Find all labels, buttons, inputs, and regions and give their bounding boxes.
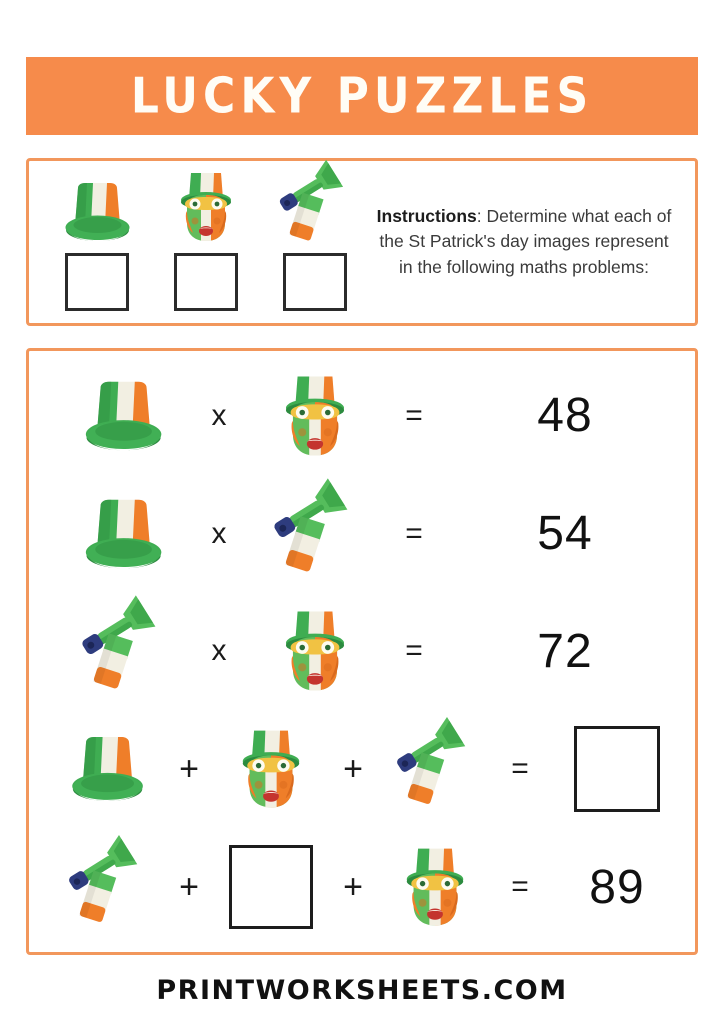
leprechaun-hat-icon xyxy=(59,480,187,588)
legend-item-hat xyxy=(51,173,143,311)
result-cell xyxy=(449,624,681,679)
leprechaun-face-icon xyxy=(175,173,237,245)
footer-site-name: PRINTWORKSHEETS.COM xyxy=(156,975,568,1006)
leprechaun-face-icon xyxy=(251,597,379,705)
operator-plus: + xyxy=(343,749,363,788)
instructions-separator: : xyxy=(476,205,487,226)
problem-row-1 xyxy=(29,360,695,472)
result-value: 89 xyxy=(589,860,645,914)
problems-box xyxy=(26,348,698,955)
equals-sign: = xyxy=(511,870,529,904)
instructions-box xyxy=(26,158,698,326)
party-horn-icon xyxy=(251,480,379,588)
problem-row-3 xyxy=(29,595,695,707)
answer-input-box[interactable] xyxy=(574,726,660,812)
legend-answer-box-horn[interactable] xyxy=(283,253,347,311)
party-horn-icon xyxy=(379,715,491,823)
equals-sign: = xyxy=(511,752,529,786)
problem-row-2 xyxy=(29,478,695,590)
result-value: 72 xyxy=(537,624,593,678)
equals-sign: = xyxy=(405,634,423,668)
operator-multiply: x xyxy=(211,634,227,668)
page-title: LUCKY PUZZLES xyxy=(130,67,594,125)
problem-row-4 xyxy=(29,713,695,825)
legend-item-leprechaun xyxy=(160,173,252,311)
operator-multiply: x xyxy=(211,398,227,432)
leprechaun-hat-icon xyxy=(51,715,163,823)
instructions-text xyxy=(369,204,695,280)
answer-input-box[interactable] xyxy=(229,845,313,929)
result-cell xyxy=(549,726,685,812)
party-horn-icon xyxy=(51,833,163,941)
equals-sign: = xyxy=(405,398,423,432)
leprechaun-face-icon xyxy=(251,362,379,470)
equals-sign: = xyxy=(405,516,423,550)
leprechaun-face-icon xyxy=(379,833,491,941)
legend-key xyxy=(29,161,369,323)
result-value: 54 xyxy=(537,507,593,561)
title-banner xyxy=(26,57,698,135)
operator-plus: + xyxy=(343,867,363,906)
instructions-label: Instructions xyxy=(376,205,477,226)
missing-term-box[interactable] xyxy=(215,833,327,941)
leprechaun-hat-icon xyxy=(58,173,136,245)
party-horn-icon xyxy=(59,597,187,705)
problem-row-5 xyxy=(29,831,695,943)
party-horn-icon xyxy=(276,173,354,245)
instructions-body: Determine what each of the St Patrick's day images represent in the following maths problems: xyxy=(379,205,672,277)
result-cell xyxy=(549,860,685,915)
operator-plus: + xyxy=(179,867,199,906)
result-cell xyxy=(449,506,681,561)
result-cell xyxy=(449,388,681,443)
leprechaun-face-icon xyxy=(215,715,327,823)
legend-answer-box-hat[interactable] xyxy=(65,253,129,311)
footer xyxy=(0,975,724,1006)
leprechaun-hat-icon xyxy=(59,362,187,470)
operator-multiply: x xyxy=(211,516,227,550)
legend-item-horn xyxy=(269,173,361,311)
legend-answer-box-leprechaun[interactable] xyxy=(174,253,238,311)
result-value: 48 xyxy=(537,389,593,443)
operator-plus: + xyxy=(179,749,199,788)
